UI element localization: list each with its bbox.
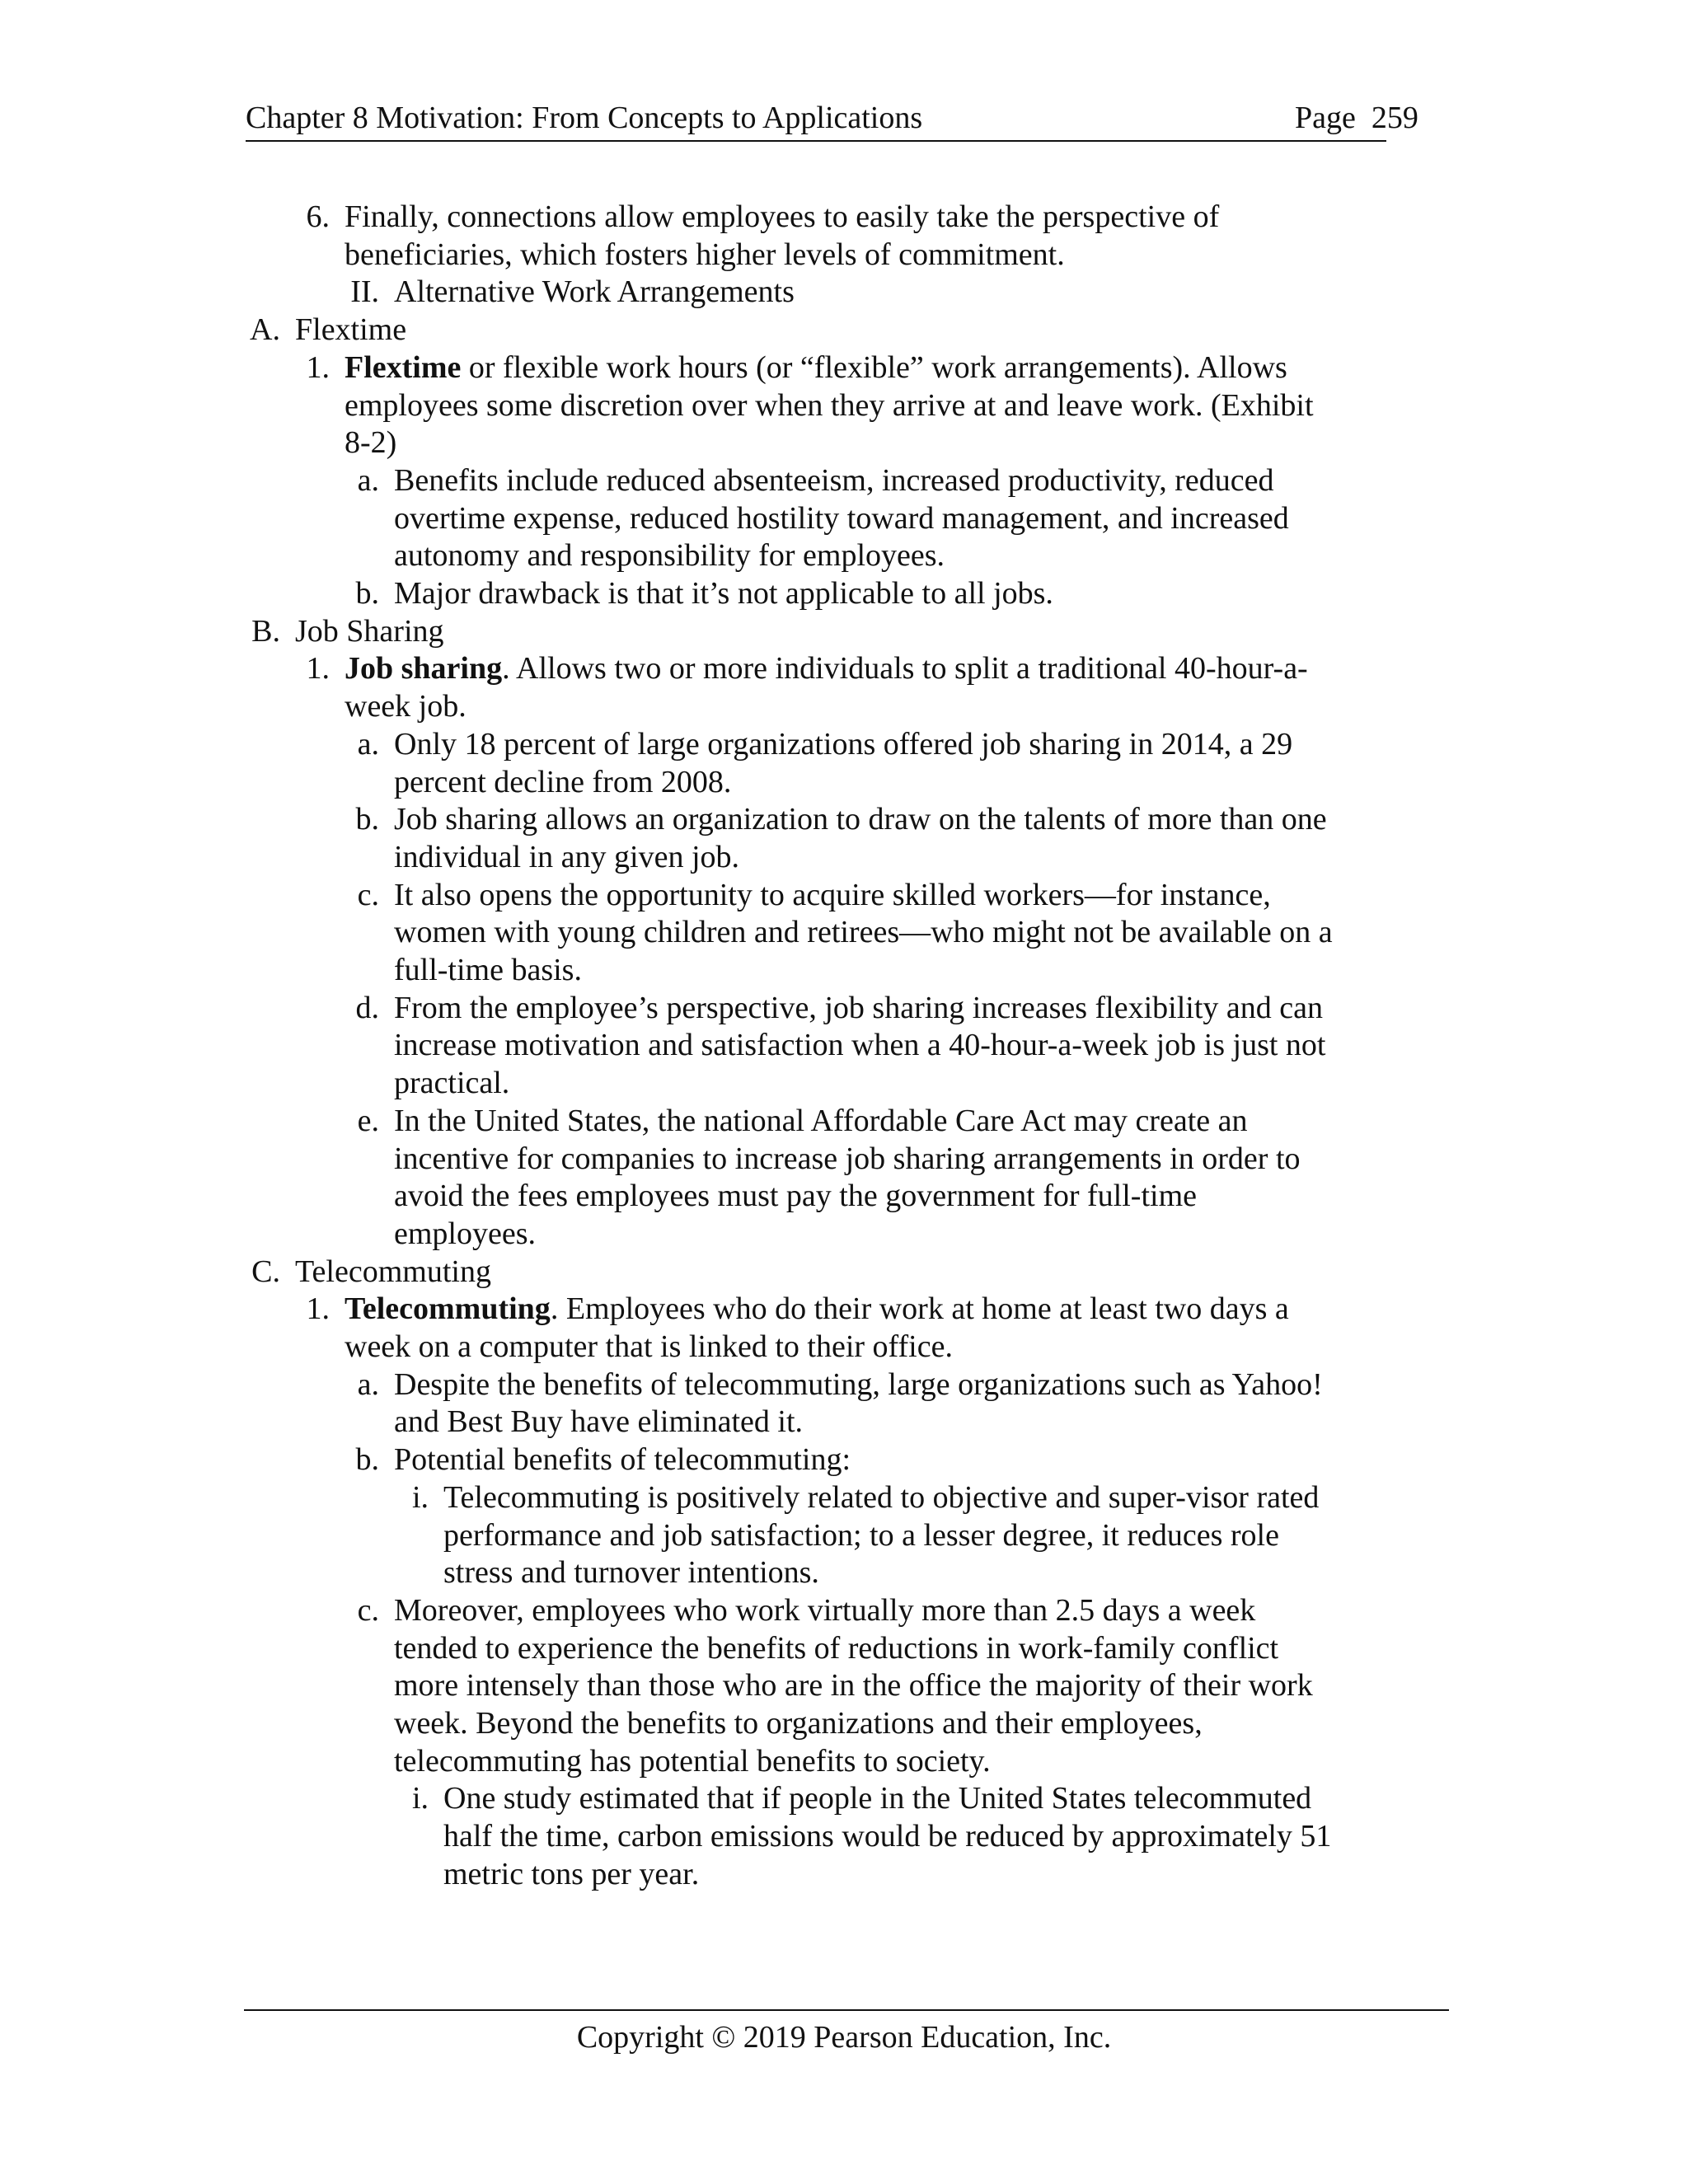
line-text: Alternative Work Arrangements: [394, 274, 795, 310]
outline-text-line: [394, 913, 1333, 951]
line-text: In the United States, the national Affordable Care Act may create an: [394, 1103, 1248, 1138]
outline-text-line: [394, 1177, 1197, 1215]
outline-text-line: [394, 800, 1327, 838]
outline-text-line: [394, 273, 795, 311]
outline-label: 1.: [306, 349, 330, 385]
line-text: or flexible work hours (or “flexible” work arrangements). Allows: [461, 349, 1287, 385]
line-text: more intensely than those who are in the office the majority of their work: [394, 1668, 1313, 1704]
outline-text-line: [345, 387, 1314, 424]
line-text: One study estimated that if people in the United States telecommuted: [443, 1781, 1312, 1816]
line-text: telecommuting has potential benefits to society.: [394, 1743, 991, 1779]
outline-text-line: [394, 1666, 1313, 1704]
outline-text-line: [394, 537, 945, 574]
outline-label: II.: [350, 274, 379, 310]
line-text: Telecommuting: [295, 1254, 491, 1289]
outline-text-line: [394, 462, 1273, 499]
outline-text-line: [394, 1064, 509, 1102]
outline-text-line: [345, 236, 1065, 274]
outline-text-line: [443, 1779, 1311, 1817]
outline-text-line: [345, 424, 396, 462]
line-text: tended to experience the benefits of reductions in work-family conflict: [394, 1630, 1279, 1666]
outline-text-line: [443, 1554, 819, 1591]
line-text: incentive for companies to increase job sharing arrangements in order to: [394, 1141, 1301, 1176]
line-text: . Allows two or more individuals to split a traditional 40-hour-a-: [502, 651, 1308, 687]
line-text: week on a computer that is linked to their office.: [345, 1329, 953, 1364]
line-text: From the employee’s perspective, job sharing increases flexibility and can: [394, 990, 1323, 1025]
line-text: increase motivation and satisfaction when a 40-hour-a-week job is just not: [394, 1028, 1326, 1063]
outline-text-line: [394, 1591, 1255, 1629]
line-text: Flextime: [295, 312, 407, 348]
outline-label: b.: [355, 802, 379, 837]
outline-label: 6.: [306, 199, 330, 234]
outline-label: e.: [357, 1103, 379, 1138]
outline-text-line: [394, 1140, 1301, 1178]
line-text: Benefits include reduced absenteeism, increased productivity, reduced: [394, 462, 1274, 498]
outline-label: A.: [250, 312, 280, 348]
outline-label: c.: [357, 1592, 379, 1628]
outline-text-line: [394, 876, 1271, 914]
line-text: week job.: [345, 689, 467, 724]
line-text: and Best Buy have eliminated it.: [394, 1404, 804, 1440]
outline-label: 1.: [306, 651, 330, 687]
page-header: [246, 97, 1419, 147]
header-rule: [246, 140, 1386, 142]
outline-text-line: [443, 1479, 1319, 1516]
line-text: beneficiaries, which fosters higher levels of commitment.: [345, 237, 1065, 272]
outline-label: B.: [251, 613, 280, 649]
line-text: week. Beyond the benefits to organizations and their employees,: [394, 1706, 1203, 1741]
line-text: Potential benefits of telecommuting:: [394, 1442, 851, 1478]
outline-label: b.: [355, 576, 379, 611]
outline-label: C.: [251, 1254, 280, 1289]
outline-text-line: [443, 1855, 699, 1893]
term-bold: Flextime: [345, 349, 462, 385]
outline-text-line: [394, 1629, 1278, 1667]
outline-label: d.: [355, 990, 379, 1025]
line-text: Despite the benefits of telecommuting, large organizations such as Yahoo!: [394, 1366, 1323, 1402]
outline-text-line: [394, 725, 1292, 763]
outline-text-line: [345, 349, 1287, 387]
outline-text-line: [394, 1742, 991, 1780]
line-text: It also opens the opportunity to acquire skilled workers—for instance,: [394, 877, 1271, 912]
line-text: Only 18 percent of large organizations offered job sharing in 2014, a 29: [394, 726, 1293, 762]
line-text: avoid the fees employees must pay the government for full-time: [394, 1179, 1197, 1214]
line-text: stress and turnover intentions.: [443, 1555, 819, 1591]
outline-text-line: [345, 649, 1308, 687]
line-text: metric tons per year.: [443, 1856, 700, 1891]
outline-text-line: [443, 1516, 1279, 1554]
outline-label: i.: [411, 1781, 429, 1816]
outline-text-line: [394, 951, 582, 989]
copyright-footer: Copyright © 2019 Pearson Education, Inc.: [576, 2020, 1112, 2055]
line-text: overtime expense, reduced hostility toward management, and increased: [394, 500, 1289, 536]
line-text: Telecommuting is positively related to objective and super-visor rated: [443, 1479, 1320, 1515]
outline-label: i.: [411, 1479, 429, 1515]
line-text: full-time basis.: [394, 953, 582, 987]
line-text: practical.: [394, 1066, 510, 1101]
outline-text-line: [394, 1403, 803, 1441]
line-text: Major drawback is that it’s not applicable to all jobs.: [394, 576, 1053, 611]
outline-text-line: [394, 574, 1053, 612]
outline-text-line: [345, 1290, 1289, 1328]
line-text: employees.: [394, 1216, 537, 1251]
outline-text-line: [394, 1102, 1247, 1140]
outline-text-line: [394, 1215, 536, 1253]
line-text: . Employees who do their work at home at least two days a: [550, 1291, 1289, 1327]
line-text: women with young children and retirees—who might not be available on a: [394, 915, 1333, 950]
line-text: employees some discretion over when they arrive at and leave work. (Exhibit: [345, 387, 1314, 423]
chapter-title: Chapter 8 Motivation: From Concepts to Applications: [246, 101, 923, 135]
line-text: half the time, carbon emissions would be reduced by approximately 51: [443, 1819, 1332, 1854]
outline-text-line: [295, 311, 406, 349]
outline-label: a.: [357, 1366, 379, 1402]
outline-text-line: [394, 499, 1289, 537]
line-text: Job sharing allows an organization to draw on the talents of more than one: [394, 802, 1327, 837]
line-text: individual in any given job.: [394, 839, 740, 874]
outline-text-line: [394, 838, 739, 876]
outline-label: b.: [355, 1442, 379, 1478]
outline-text-line: [345, 198, 1219, 236]
line-text: Moreover, employees who work virtually more than 2.5 days a week: [394, 1592, 1256, 1628]
line-text: Finally, connections allow employees to easily take the perspective of: [345, 199, 1220, 234]
outline-label: c.: [357, 877, 379, 912]
line-text: autonomy and responsibility for employees.: [394, 538, 945, 574]
outline-label: a.: [357, 726, 379, 762]
page-number: Page 259: [1295, 101, 1418, 135]
outline-text-line: [394, 1026, 1325, 1064]
outline-text-line: [295, 1253, 491, 1291]
outline-text-line: [394, 1366, 1323, 1404]
outline-text-line: [394, 763, 731, 801]
outline-text-line: [345, 687, 467, 725]
outline-text-line: [394, 1441, 851, 1479]
term-bold: Job sharing: [345, 651, 503, 687]
outline-text-line: [345, 1328, 953, 1366]
outline-text-line: [394, 1704, 1203, 1742]
outline-text-line: [295, 612, 444, 650]
term-bold: Telecommuting: [345, 1291, 551, 1327]
line-text: performance and job satisfaction; to a lesser degree, it reduces role: [443, 1517, 1279, 1553]
line-text: 8-2): [345, 425, 397, 461]
line-text: Job Sharing: [295, 613, 444, 649]
outline-label: a.: [357, 462, 379, 498]
outline-text-line: [394, 989, 1323, 1027]
footer-rule: [244, 2009, 1449, 2011]
outline-label: 1.: [306, 1291, 330, 1327]
line-text: percent decline from 2008.: [394, 764, 732, 799]
outline-text-line: [443, 1817, 1331, 1855]
